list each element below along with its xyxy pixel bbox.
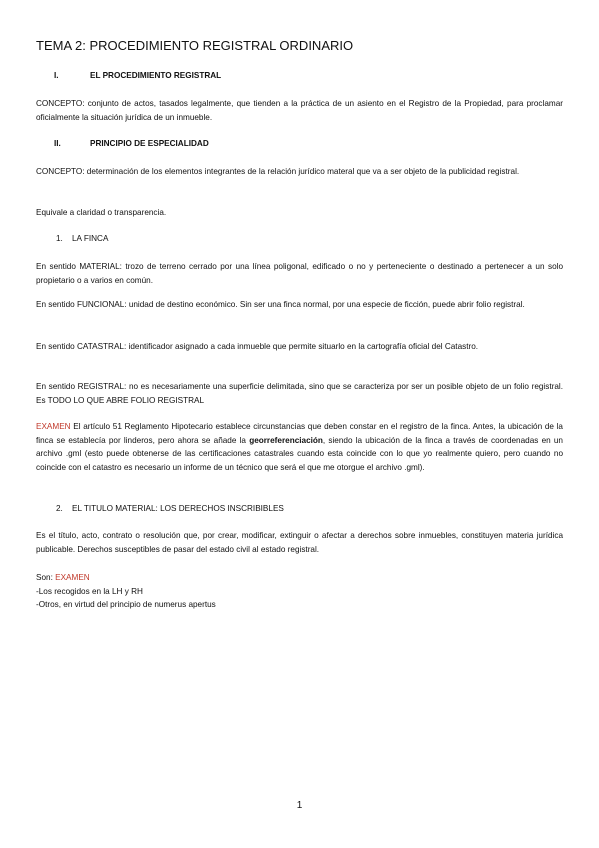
subheading-label: LA FINCA [72,234,109,243]
section-number: II. [54,139,61,148]
subheading-number: 2. [56,504,63,513]
subheading-la-finca [56,234,108,243]
son-examen-tag: EXAMEN [55,573,90,582]
list-item: -Otros, en virtud del principio de numerus apertus [36,600,216,609]
concepto-procedimiento: CONCEPTO: conjunto de actos, tasados legalmente, que tienden a la práctica de un asiento en el Registro de la Propiedad, para proclamar oficialmente la situación jurídica de un inmueble. [36,99,563,122]
subheading-titulo-material [56,504,284,513]
page-number: 1 [296,800,303,811]
section-heading-2 [54,139,209,148]
son-line [36,571,90,585]
examen-tag: EXAMEN [36,422,71,431]
examen-text-1: El artículo 51 Reglamento Hipotecario establece circunstancias que deben constar en el registro de la finca. Antes, la ubicación de la finca se establecía por linderos, pero ahora se añade la [36,422,563,445]
section-number: I. [54,71,59,80]
list-item: -Los recogidos en la LH y RH [36,587,143,596]
sentido-catastral: En sentido CATASTRAL: identificador asignado a cada inmueble que permite situarlo en la cartografía oficial del Catastro. [36,342,479,351]
sentido-material: En sentido MATERIAL: trozo de terreno cerrado por una línea poligonal, edificado o no y perteneciente o destinado a pertenecer a un solo propietario o a varios en común. [36,262,563,285]
titulo-paragraph: Es el título, acto, contrato o resolución que, por crear, modificar, extinguir o afectar a derechos sobre inmuebles, constituyen materia jurídica publicable. Derechos susceptibles de pasar del estado civil al estado registral. [36,531,563,554]
concepto-especialidad: CONCEPTO: determinación de los elementos integrantes de la relación jurídico materal que va a ser objeto de la publicidad registral. [36,167,520,176]
subheading-label: EL TITULO MATERIAL: LOS DERECHOS INSCRIBIBLES [72,504,284,513]
page-title: TEMA 2: PROCEDIMIENTO REGISTRAL ORDINARIO [36,38,354,53]
examen-bold-term: georreferenciación [249,435,323,445]
equivale-paragraph: Equivale a claridad o transparencia. [36,208,167,217]
examen-text-2: , siendo la ubicación de la finca a través de coordenadas en un archivo .gml (esto puede obtenerse de las certificaciones catastrales cuando esta coincide con lo que yo realmente quiero, pero cuando no coincide con el catastro es necesario un informe de un técnico que será el que me otorgue el archivo .gml). [36,435,563,472]
section-label: EL PROCEDIMIENTO REGISTRAL [90,71,222,80]
son-label: Son: [36,573,56,582]
section-heading-1 [54,71,221,80]
sentido-registral: En sentido REGISTRAL: no es necesariamente una superficie delimitada, sino que se caracteriza por ser un posible objeto de un folio registral. Es TODO LO QUE ABRE FOLIO REGISTRAL [36,382,563,405]
examen-paragraph [36,420,563,474]
subheading-number: 1. [56,234,63,243]
sentido-funcional: En sentido FUNCIONAL: unidad de destino económico. Sin ser una finca normal, por una especie de ficción, puede abrir folio registral. [36,300,525,309]
section-label: PRINCIPIO DE ESPECIALIDAD [90,139,209,148]
